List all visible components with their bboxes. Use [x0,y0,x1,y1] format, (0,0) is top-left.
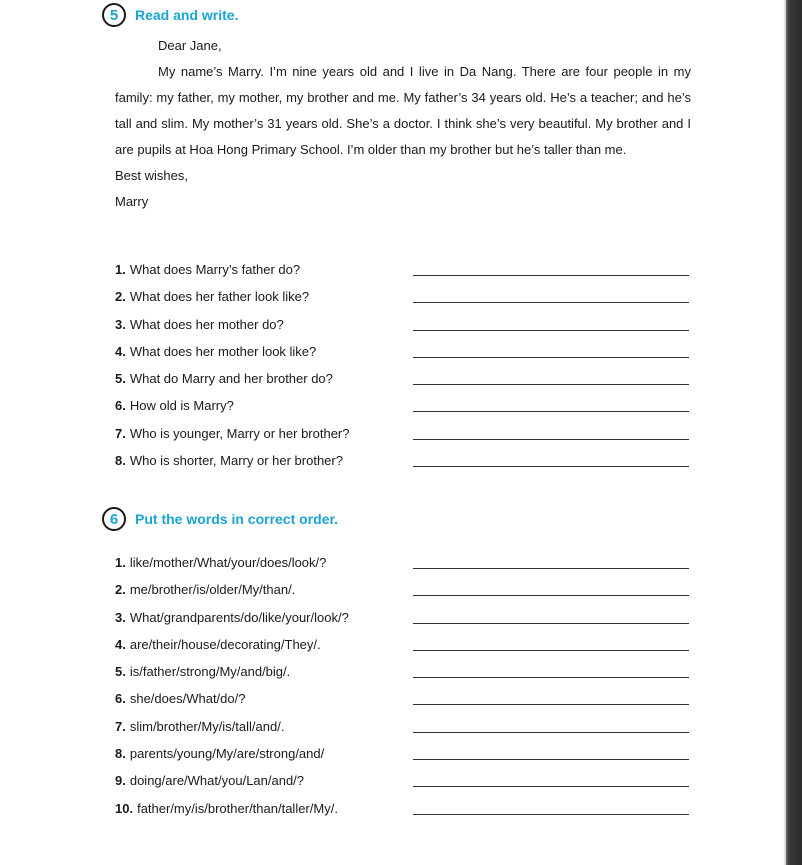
section-5-title: Read and write. [135,7,239,23]
question-text: How old is Marry? [129,398,234,414]
section-5-number: 5 [102,3,126,27]
answer-line[interactable] [413,759,689,760]
question-text: Who is younger, Marry or her brother? [129,425,350,441]
item-text: is/father/strong/My/and/big/. [129,664,291,680]
item-text: me/brother/is/older/My/than/. [129,582,296,598]
item-number: 6. [115,691,126,707]
answer-line[interactable] [413,275,689,276]
question-number: 6. [115,398,126,414]
reorder-row [115,555,691,582]
section-5-questions [115,262,691,480]
item-number: 3. [115,609,126,625]
question-row [115,453,691,480]
answer-line[interactable] [413,650,689,651]
question-number: 7. [115,425,126,441]
item-text: slim/brother/My/is/tall/and/. [129,718,285,734]
question-text: What do Marry and her brother do? [129,371,333,387]
section-6-number: 6 [102,507,126,531]
question-number: 5. [115,371,126,387]
question-text: What does her father look like? [129,289,310,305]
item-number: 9. [115,773,126,789]
reorder-row [115,582,691,609]
question-number: 3. [115,316,126,332]
answer-line[interactable] [413,302,689,303]
answer-line[interactable] [413,411,689,412]
question-number: 1. [115,262,126,277]
question-text: What does her mother look like? [129,343,317,359]
item-text: parents/young/My/are/strong/and/ [129,746,325,762]
item-number: 8. [115,746,126,762]
item-text: What/grandparents/do/like/your/look/? [129,609,349,625]
letter-closing: Best wishes, [115,168,188,183]
question-row [115,289,691,316]
reorder-row [115,773,691,800]
item-number: 7. [115,718,126,734]
item-text: doing/are/What/you/Lan/and/? [129,773,305,789]
answer-line[interactable] [413,384,689,385]
question-text: What does her mother do? [129,316,284,332]
answer-line[interactable] [413,704,689,705]
question-number: 8. [115,453,126,469]
question-row [115,344,691,371]
item-text: like/mother/What/your/does/look/? [129,555,327,570]
question-text: What does Marry’s father do? [129,262,301,277]
reorder-row [115,610,691,637]
reorder-row [115,691,691,718]
letter-signature: Marry [115,194,149,209]
answer-line[interactable] [413,357,689,358]
answer-line[interactable] [413,466,689,467]
item-number: 2. [115,582,126,598]
item-text: she/does/What/do/? [129,691,246,707]
answer-line[interactable] [413,568,689,569]
item-number: 4. [115,636,126,652]
question-row [115,371,691,398]
section-6-title: Put the words in correct order. [135,511,339,527]
question-row [115,426,691,453]
answer-line[interactable] [413,786,689,787]
answer-line[interactable] [413,623,689,624]
answer-line[interactable] [413,595,689,596]
question-row [115,262,691,289]
answer-line[interactable] [413,732,689,733]
answer-line[interactable] [413,814,689,815]
question-number: 2. [115,289,126,305]
window-edge [786,0,802,865]
reorder-row [115,746,691,773]
question-row [115,317,691,344]
answer-line[interactable] [413,439,689,440]
reorder-row [115,801,691,828]
item-number: 1. [115,555,126,570]
question-number: 4. [115,343,126,359]
letter [115,33,691,215]
reorder-row [115,719,691,746]
reorder-row [115,664,691,691]
section-5-heading [102,3,238,27]
item-text: father/my/is/brother/than/taller/My/. [137,800,338,816]
answer-line[interactable] [413,677,689,678]
section-6-items [115,555,691,828]
answer-line[interactable] [413,330,689,331]
reorder-row [115,637,691,664]
item-text: are/their/house/decorating/They/. [129,636,321,652]
question-text: Who is shorter, Marry or her brother? [129,453,343,469]
item-number: 10. [115,800,134,816]
section-6-heading [102,507,338,531]
item-number: 5. [115,664,126,680]
question-row [115,398,691,425]
letter-salutation: Dear Jane, [158,38,222,53]
letter-body: My name’s Marry. I’m nine years old and I live in Da Nang. There are four people in my family: my father, my mother, my brother and me. My father’s 34 years old. He’s a teacher; and he’s tall and slim. My mother’s 31 years old. She’s a doctor. I think she’s very beautiful. My brother and I are pupils at Hoa Hong Primary School. I’m older than my brother but he’s taller than me. [115,64,691,157]
